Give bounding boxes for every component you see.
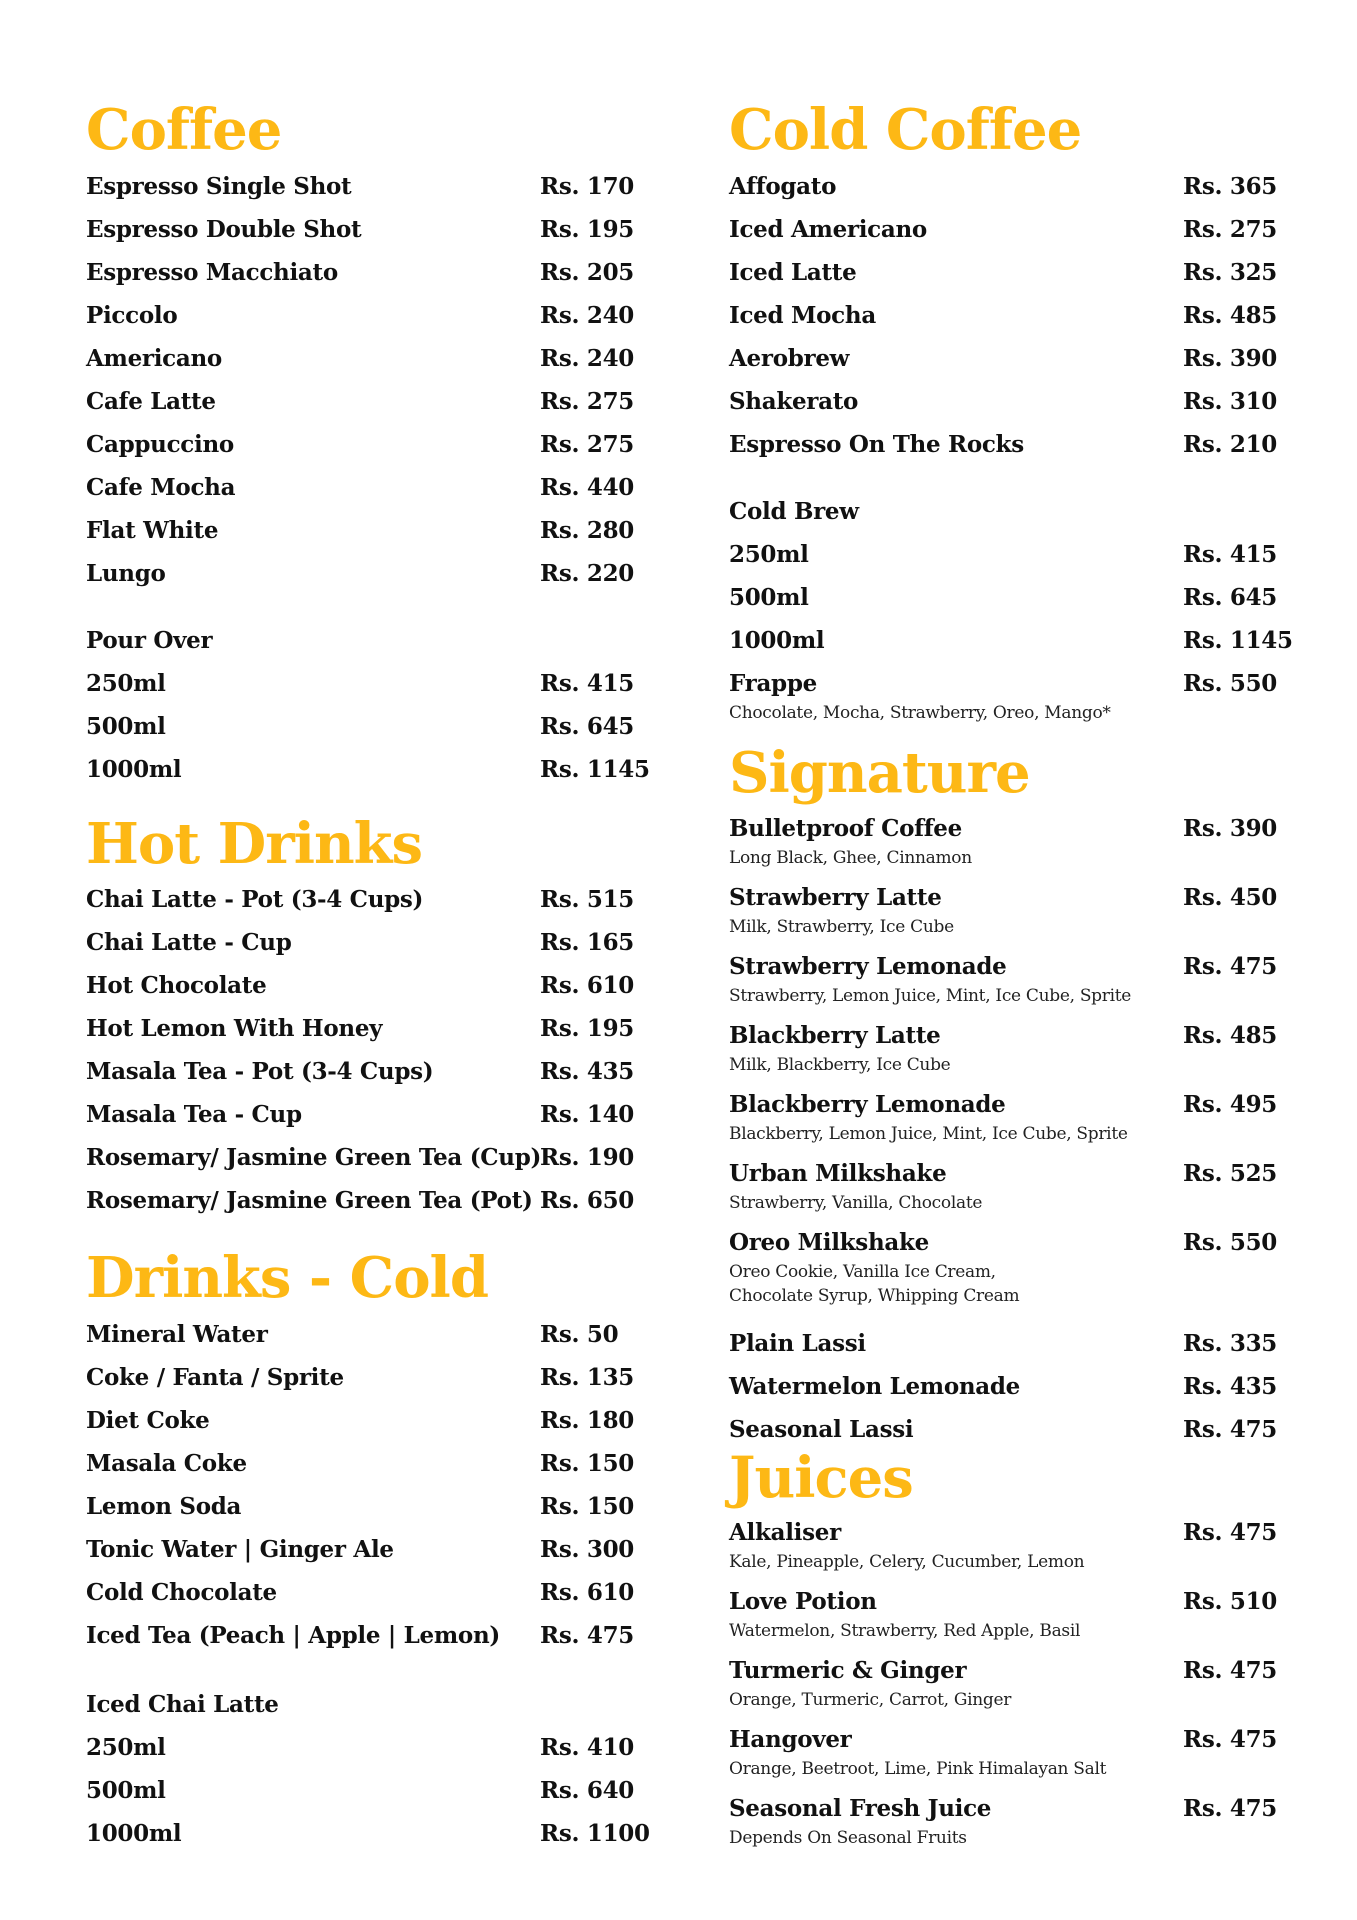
menu-item xyxy=(86,705,650,748)
item-name: Espresso Double Shot xyxy=(86,216,362,243)
item-name: Chai Latte - Cup xyxy=(86,929,292,956)
menu-item xyxy=(86,1007,634,1050)
item-name: Cafe Latte xyxy=(86,388,216,415)
item-price: Rs. 170 xyxy=(540,173,634,200)
menu-item xyxy=(86,1093,634,1136)
menu-item xyxy=(86,337,634,380)
item-price: Rs. 240 xyxy=(540,345,634,372)
item-price: Rs. 1145 xyxy=(1183,627,1293,654)
menu-item xyxy=(729,1516,1277,1585)
item-name: 1000ml xyxy=(86,1820,182,1847)
menu-item xyxy=(86,1812,650,1855)
menu-item xyxy=(729,423,1277,466)
item-price: Rs. 190 xyxy=(540,1144,634,1171)
item-name: Blackberry Lemonade xyxy=(729,1091,1006,1118)
item-name: 1000ml xyxy=(86,756,182,783)
pour-over-label xyxy=(86,619,650,662)
item-name: Aerobrew xyxy=(729,345,850,372)
item-price: Rs. 485 xyxy=(1183,1022,1277,1049)
item-name: 500ml xyxy=(729,584,809,611)
item-name: Espresso Macchiato xyxy=(86,259,338,286)
menu-item xyxy=(729,337,1277,380)
item-price: Rs. 440 xyxy=(540,474,634,501)
item-name: Americano xyxy=(86,345,222,372)
menu-item xyxy=(86,1399,634,1442)
item-price: Rs. 140 xyxy=(540,1101,634,1128)
item-price: Rs. 645 xyxy=(1183,584,1277,611)
item-description: Strawberry, Lemon Juice, Mint, Ice Cube, Sprite xyxy=(729,986,1132,1006)
item-name: Blackberry Latte xyxy=(729,1022,941,1049)
item-name: Cappuccino xyxy=(86,431,234,458)
menu-item xyxy=(86,208,634,251)
item-name: Piccolo xyxy=(86,302,178,329)
item-price: Rs. 435 xyxy=(1183,1373,1277,1400)
item-price: Rs. 275 xyxy=(540,431,634,458)
item-price: Rs. 610 xyxy=(540,1579,634,1606)
item-price: Rs. 475 xyxy=(1183,1726,1277,1753)
item-name: Iced Tea (Peach | Apple | Lemon) xyxy=(86,1622,500,1649)
item-price: Rs. 475 xyxy=(1183,1416,1277,1443)
item-name: Hot Chocolate xyxy=(86,972,267,999)
menu-item xyxy=(729,812,1277,881)
item-description: Long Black, Ghee, Cinnamon xyxy=(729,848,972,868)
item-name: Hot Lemon With Honey xyxy=(86,1015,383,1042)
item-price: Rs. 475 xyxy=(1183,953,1277,980)
menu-item xyxy=(729,1019,1277,1088)
item-price: Rs. 220 xyxy=(540,560,634,587)
menu-item xyxy=(86,423,634,466)
item-description: Orange, Turmeric, Carrot, Ginger xyxy=(729,1690,1012,1710)
menu-item xyxy=(86,1050,634,1093)
item-price: Rs. 515 xyxy=(540,886,634,913)
menu-item xyxy=(86,466,634,509)
item-description: Milk, Blackberry, Ice Cube xyxy=(729,1055,951,1075)
menu-item xyxy=(729,1322,1277,1365)
menu-item xyxy=(86,1442,634,1485)
item-description: Blackberry, Lemon Juice, Mint, Ice Cube, Sprite xyxy=(729,1124,1128,1144)
section-title-coffee: Coffee xyxy=(86,97,282,163)
item-price: Rs. 150 xyxy=(540,1493,634,1520)
item-price: Rs. 415 xyxy=(1183,541,1277,568)
section-title-hot-drinks: Hot Drinks xyxy=(86,811,423,877)
item-name: Rosemary/ Jasmine Green Tea (Pot) xyxy=(86,1187,533,1214)
item-name: Mineral Water xyxy=(86,1321,268,1348)
item-price: Rs. 210 xyxy=(1183,431,1277,458)
menu-item xyxy=(86,1136,634,1179)
cold-coffee-list xyxy=(729,165,1277,466)
item-price: Rs. 435 xyxy=(540,1058,634,1085)
item-name: Strawberry Lemonade xyxy=(729,953,1007,980)
item-description: Kale, Pineapple, Celery, Cucumber, Lemon xyxy=(729,1552,1085,1572)
item-price: Rs. 610 xyxy=(540,972,634,999)
item-price: Rs. 150 xyxy=(540,1450,634,1477)
item-name: Bulletproof Coffee xyxy=(729,815,962,842)
menu-item xyxy=(729,251,1277,294)
item-description: Milk, Strawberry, Ice Cube xyxy=(729,917,954,937)
menu-item xyxy=(729,1365,1277,1408)
item-price: Rs. 475 xyxy=(1183,1657,1277,1684)
item-name: Hangover xyxy=(729,1726,852,1753)
item-name: 250ml xyxy=(86,1734,166,1761)
item-name: Espresso On The Rocks xyxy=(729,431,1024,458)
item-price: Rs. 195 xyxy=(540,1015,634,1042)
item-name: Tonic Water | Ginger Ale xyxy=(86,1536,394,1563)
item-name: Chai Latte - Pot (3-4 Cups) xyxy=(86,886,424,913)
menu-item xyxy=(86,1179,634,1222)
item-price: Rs. 495 xyxy=(1183,1091,1277,1118)
item-price: Rs. 325 xyxy=(1183,259,1277,286)
item-name: Lungo xyxy=(86,560,166,587)
item-name: Seasonal Lassi xyxy=(729,1416,914,1443)
section-title-cold-coffee: Cold Coffee xyxy=(729,97,1082,163)
item-price: Rs. 135 xyxy=(540,1364,634,1391)
item-price: Rs. 275 xyxy=(540,388,634,415)
menu-item xyxy=(86,1571,634,1614)
menu-item xyxy=(729,380,1277,423)
menu-item xyxy=(729,1226,1277,1322)
item-price: Rs. 475 xyxy=(1183,1795,1277,1822)
juices-list xyxy=(729,1516,1277,1861)
item-name: Watermelon Lemonade xyxy=(729,1373,1021,1400)
item-name: Espresso Single Shot xyxy=(86,173,352,200)
item-price: Rs. 195 xyxy=(540,216,634,243)
item-price: Rs. 280 xyxy=(540,517,634,544)
item-price: Rs. 1100 xyxy=(540,1820,650,1847)
cold-brew-label xyxy=(729,490,1293,533)
item-name: Lemon Soda xyxy=(86,1493,242,1520)
item-name: Flat White xyxy=(86,517,219,544)
item-price: Rs. 475 xyxy=(540,1622,634,1649)
menu-item xyxy=(86,1726,650,1769)
item-price: Rs. 645 xyxy=(540,713,634,740)
item-name: Rosemary/ Jasmine Green Tea (Cup) xyxy=(86,1144,542,1171)
item-price: Rs. 50 xyxy=(540,1321,619,1348)
item-price: Rs. 165 xyxy=(540,929,634,956)
menu-item xyxy=(729,1157,1277,1226)
item-price: Rs. 240 xyxy=(540,302,634,329)
item-price: Rs. 300 xyxy=(540,1536,634,1563)
menu-item xyxy=(86,294,634,337)
item-price: Rs. 365 xyxy=(1183,173,1277,200)
item-name: Iced Americano xyxy=(729,216,927,243)
menu-item xyxy=(86,552,634,595)
menu-item xyxy=(729,1585,1277,1654)
menu-item xyxy=(86,509,634,552)
item-description: Depends On Seasonal Fruits xyxy=(729,1828,967,1848)
item-price: Rs. 450 xyxy=(1183,884,1277,911)
menu-item xyxy=(86,1356,634,1399)
item-price: Rs. 650 xyxy=(540,1187,634,1214)
item-name: Diet Coke xyxy=(86,1407,210,1434)
menu-item xyxy=(86,964,634,1007)
section-title-signature: Signature xyxy=(729,740,1030,806)
menu-item-frappe xyxy=(729,667,1293,736)
item-description: Oreo Cookie, Vanilla Ice Cream, xyxy=(729,1262,996,1282)
item-name: 1000ml xyxy=(729,627,825,654)
menu-item xyxy=(729,1654,1277,1723)
item-description: Orange, Beetroot, Lime, Pink Himalayan Salt xyxy=(729,1759,1107,1779)
item-name: 500ml xyxy=(86,1777,166,1804)
menu-item xyxy=(86,1485,634,1528)
item-description-line2: Chocolate Syrup, Whipping Cream xyxy=(729,1286,1020,1306)
item-price: Rs. 485 xyxy=(1183,302,1277,329)
menu-item xyxy=(729,576,1293,619)
item-name: 250ml xyxy=(729,541,809,568)
item-price: Rs. 415 xyxy=(540,670,634,697)
item-name: Cafe Mocha xyxy=(86,474,236,501)
signature-list xyxy=(729,812,1277,1451)
item-name: Iced Latte xyxy=(729,259,857,286)
menu-item xyxy=(729,1723,1277,1792)
item-name: 250ml xyxy=(86,670,166,697)
section-title-juices: Juices xyxy=(729,1445,913,1511)
item-name: Frappe xyxy=(729,670,817,697)
item-price: Rs. 275 xyxy=(1183,216,1277,243)
menu-item xyxy=(729,294,1277,337)
item-description: Strawberry, Vanilla, Chocolate xyxy=(729,1193,983,1213)
item-name: Love Potion xyxy=(729,1588,877,1615)
item-name: Urban Milkshake xyxy=(729,1160,947,1187)
menu-item xyxy=(86,1769,650,1812)
item-name: Coke / Fanta / Sprite xyxy=(86,1364,344,1391)
item-name: Masala Coke xyxy=(86,1450,247,1477)
item-name: Affogato xyxy=(729,173,837,200)
menu-item xyxy=(729,533,1293,576)
item-price: Rs. 640 xyxy=(540,1777,634,1804)
pour-over-group xyxy=(86,619,650,791)
item-description: Chocolate, Mocha, Strawberry, Oreo, Mango* xyxy=(729,703,1111,723)
item-name: Masala Tea - Pot (3-4 Cups) xyxy=(86,1058,434,1085)
menu-item xyxy=(86,921,634,964)
item-name: Turmeric & Ginger xyxy=(729,1657,967,1684)
item-price: Rs. 390 xyxy=(1183,815,1277,842)
item-name: Plain Lassi xyxy=(729,1330,866,1357)
item-name: 500ml xyxy=(86,713,166,740)
item-price: Rs. 335 xyxy=(1183,1330,1277,1357)
item-name: Oreo Milkshake xyxy=(729,1229,929,1256)
iced-chai-latte-group xyxy=(86,1683,650,1855)
menu-item xyxy=(86,380,634,423)
menu-item xyxy=(729,950,1277,1019)
subgroup-label: Pour Over xyxy=(86,627,213,654)
menu-item xyxy=(729,1792,1277,1861)
menu-item xyxy=(729,165,1277,208)
hot-drinks-list xyxy=(86,878,634,1222)
subgroup-label: Cold Brew xyxy=(729,498,859,525)
section-title-drinks-cold: Drinks - Cold xyxy=(86,1245,488,1311)
item-price: Rs. 390 xyxy=(1183,345,1277,372)
menu-item xyxy=(729,619,1293,662)
subgroup-label: Iced Chai Latte xyxy=(86,1691,279,1718)
menu-item xyxy=(86,251,634,294)
item-price: Rs. 180 xyxy=(540,1407,634,1434)
item-name: Seasonal Fresh Juice xyxy=(729,1795,992,1822)
menu-item xyxy=(86,165,634,208)
item-name: Alkaliser xyxy=(729,1519,841,1546)
menu-item xyxy=(86,1614,634,1657)
item-name: Iced Mocha xyxy=(729,302,876,329)
menu-item xyxy=(729,1088,1277,1157)
item-name: Masala Tea - Cup xyxy=(86,1101,302,1128)
menu-item xyxy=(86,1313,634,1356)
menu-item xyxy=(86,748,650,791)
item-price: Rs. 1145 xyxy=(540,756,650,783)
item-description: Watermelon, Strawberry, Red Apple, Basil xyxy=(729,1621,1081,1641)
menu-item xyxy=(729,881,1277,950)
menu-item xyxy=(86,1528,634,1571)
item-price: Rs. 410 xyxy=(540,1734,634,1761)
item-price: Rs. 550 xyxy=(1183,670,1277,697)
item-name: Cold Chocolate xyxy=(86,1579,277,1606)
item-name: Shakerato xyxy=(729,388,859,415)
item-name: Strawberry Latte xyxy=(729,884,942,911)
item-price: Rs. 510 xyxy=(1183,1588,1277,1615)
menu-item xyxy=(86,878,634,921)
item-price: Rs. 310 xyxy=(1183,388,1277,415)
item-price: Rs. 205 xyxy=(540,259,634,286)
coffee-list xyxy=(86,165,634,595)
item-price: Rs. 525 xyxy=(1183,1160,1277,1187)
item-price: Rs. 550 xyxy=(1183,1229,1277,1256)
cold-brew-group xyxy=(729,490,1293,736)
menu-item xyxy=(86,662,650,705)
menu-item xyxy=(729,208,1277,251)
iced-chai-latte-label xyxy=(86,1683,650,1726)
item-price: Rs. 475 xyxy=(1183,1519,1277,1546)
drinks-cold-list xyxy=(86,1313,634,1657)
